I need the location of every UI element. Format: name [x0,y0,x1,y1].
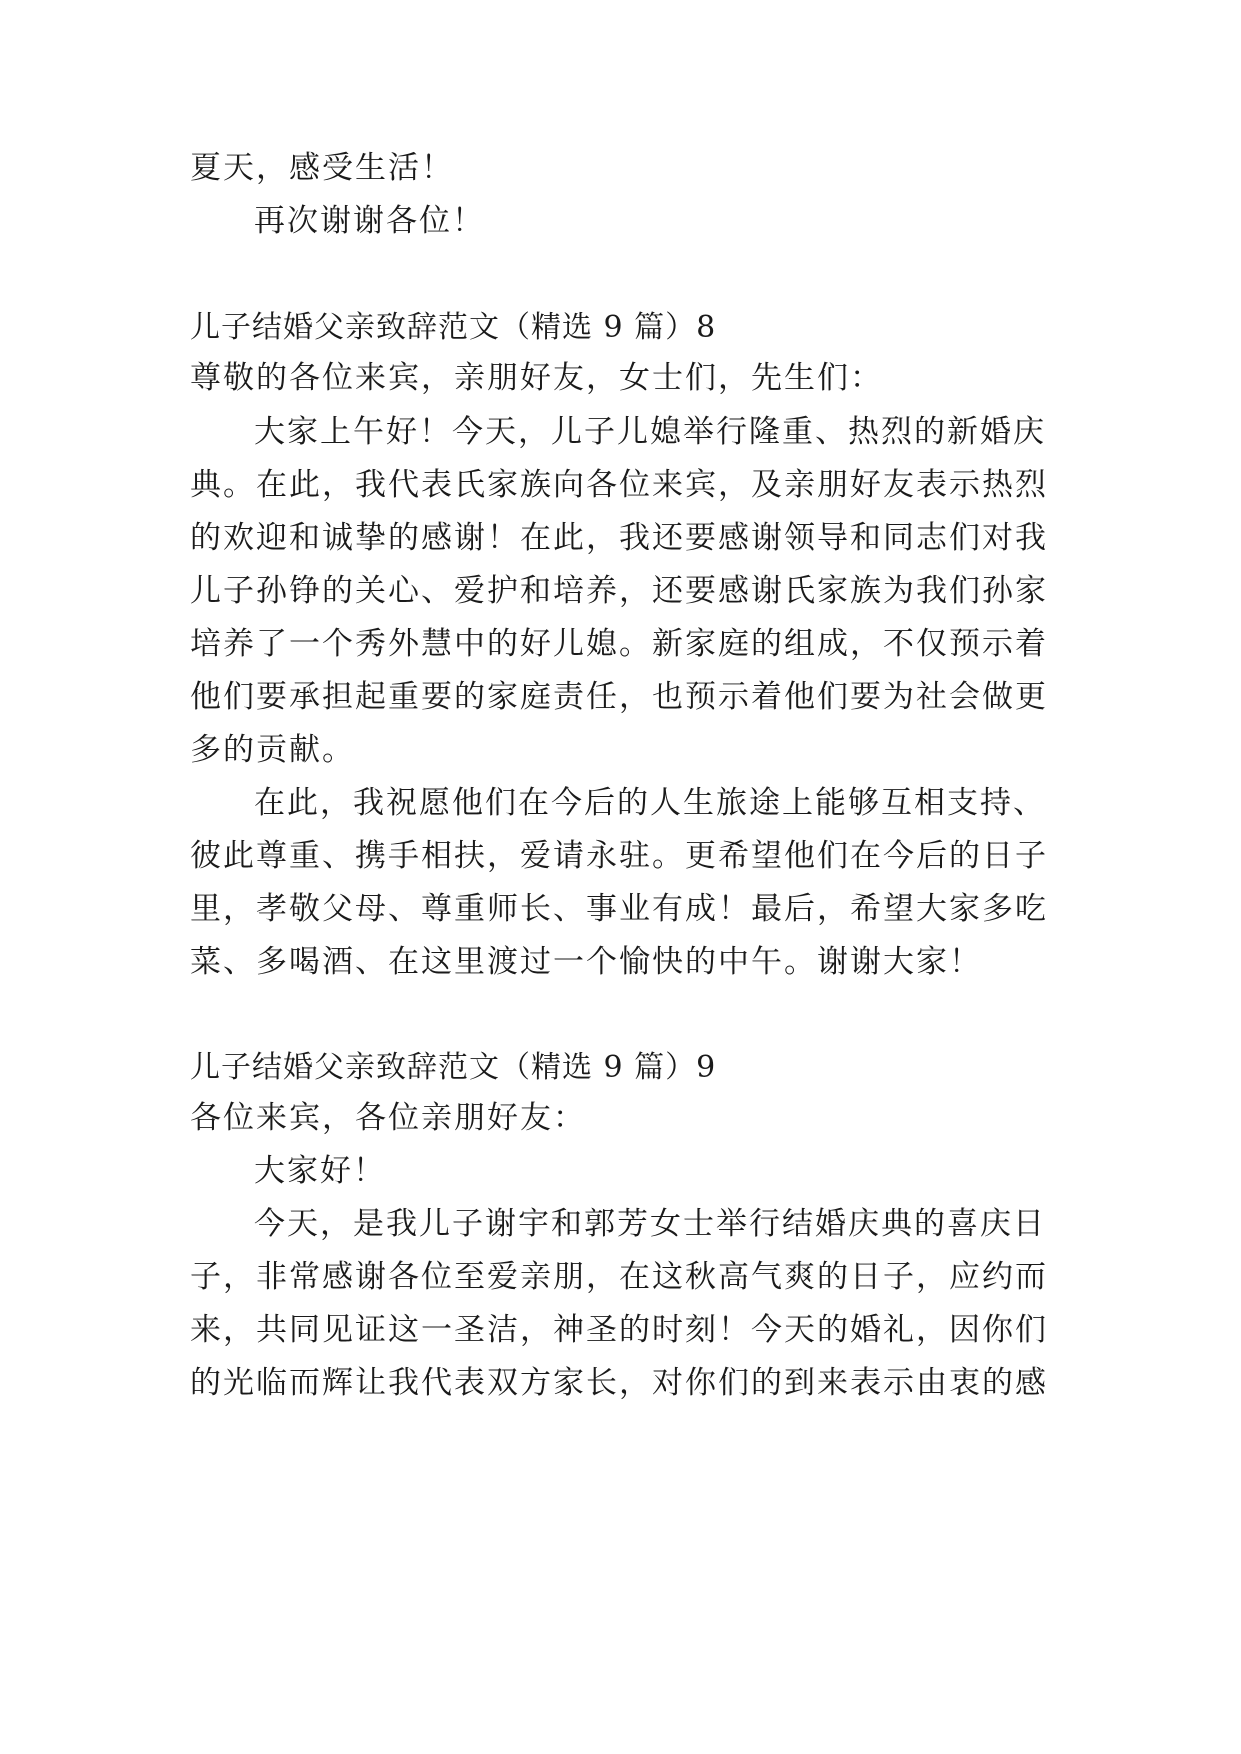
paragraph-line: 里，孝敬父母、尊重师长、事业有成！最后，希望大家多吃 [190,891,1048,927]
paragraph-line: 大家好！ [254,1153,386,1189]
paragraph-line: 来，共同见证这一圣洁，神圣的时刻！今天的婚礼，因你们 [190,1312,1048,1348]
salutation: 各位来宾，各位亲朋好友： [190,1100,586,1136]
paragraph-line: 大家上午好！今天，儿子儿媳举行隆重、热烈的新婚庆 [254,414,1046,450]
paragraph-line: 典。在此，我代表氏家族向各位来宾，及亲朋好友表示热烈 [190,467,1048,503]
paragraph-line: 夏天，感受生活！ [190,150,454,186]
paragraph-line: 的光临而辉让我代表双方家长，对你们的到来表示由衷的感 [190,1365,1048,1401]
section-title: 儿子结婚父亲致辞范文（精选 9 篇）9 [190,1050,717,1085]
paragraph-line: 多的贡献。 [190,732,355,768]
paragraph-line: 子，非常感谢各位至爱亲朋，在这秋高气爽的日子，应约而 [190,1259,1048,1295]
paragraph-line: 彼此尊重、携手相扶，爱请永驻。更希望他们在今后的日子 [190,838,1048,874]
paragraph-line: 的欢迎和诚挚的感谢！在此，我还要感谢领导和同志们对我 [190,520,1048,556]
paragraph-line: 他们要承担起重要的家庭责任，也预示着他们要为社会做更 [190,679,1048,715]
paragraph-line: 儿子孙铮的关心、爱护和培养，还要感谢氏家族为我们孙家 [190,573,1048,609]
paragraph-line: 培养了一个秀外慧中的好儿媳。新家庭的组成，不仅预示着 [190,626,1048,662]
paragraph-line: 今天，是我儿子谢宇和郭芳女士举行结婚庆典的喜庆日 [254,1206,1046,1242]
paragraph-line: 再次谢谢各位！ [254,203,485,239]
paragraph-line: 在此，我祝愿他们在今后的人生旅途上能够互相支持、 [254,785,1046,821]
section-title: 儿子结婚父亲致辞范文（精选 9 篇）8 [190,310,717,345]
paragraph-line: 菜、多喝酒、在这里渡过一个愉快的中午。谢谢大家！ [190,944,982,980]
salutation: 尊敬的各位来宾，亲朋好友，女士们，先生们： [190,360,883,396]
